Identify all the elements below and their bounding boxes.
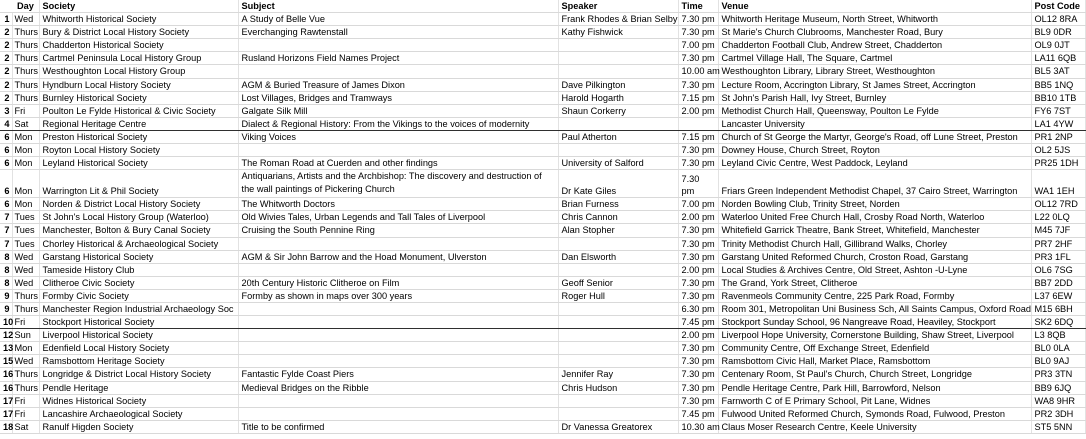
- time-cell[interactable]: 7.30 pm: [678, 289, 718, 302]
- time-cell[interactable]: 7.30 pm: [678, 276, 718, 289]
- venue-cell[interactable]: Waterloo United Free Church Hall, Crosby Road North, Waterloo: [718, 211, 1031, 224]
- postcode-cell[interactable]: BL0 9AJ: [1031, 355, 1085, 368]
- weekday-cell[interactable]: Wed: [12, 355, 39, 368]
- speaker-cell[interactable]: [558, 39, 678, 52]
- speaker-cell[interactable]: Brian Furness: [558, 198, 678, 211]
- header-time[interactable]: Time: [678, 0, 718, 13]
- weekday-cell[interactable]: Fri: [12, 407, 39, 420]
- venue-cell[interactable]: Ramsbottom Civic Hall, Market Place, Ramsbottom: [718, 355, 1031, 368]
- table-row: [0, 65, 1085, 78]
- speaker-cell[interactable]: [558, 263, 678, 276]
- subject-cell[interactable]: [238, 302, 558, 315]
- postcode-cell[interactable]: BL0 0LA: [1031, 342, 1085, 355]
- venue-cell[interactable]: Methodist Church Hall, Queensway, Poulton Le Fylde: [718, 104, 1031, 117]
- society-cell[interactable]: Cartmel Peninsula Local History Group: [39, 52, 238, 65]
- postcode-cell[interactable]: L22 0LQ: [1031, 211, 1085, 224]
- weekday-cell[interactable]: Fri: [12, 316, 39, 329]
- weekday-cell[interactable]: Thurs: [12, 39, 39, 52]
- speaker-cell[interactable]: Chris Cannon: [558, 211, 678, 224]
- weekday-cell[interactable]: Thurs: [12, 78, 39, 91]
- day-number-cell[interactable]: 2: [0, 26, 12, 39]
- venue-cell[interactable]: Centenary Room, St Paul's Church, Church Street, Longridge: [718, 368, 1031, 381]
- weekday-cell[interactable]: Mon: [12, 198, 39, 211]
- society-cell[interactable]: Liverpool Historical Society: [39, 329, 238, 342]
- subject-cell[interactable]: Rusland Horizons Field Names Project: [238, 52, 558, 65]
- day-number-cell[interactable]: 16: [0, 381, 12, 394]
- weekday-cell[interactable]: Tues: [12, 224, 39, 237]
- postcode-cell[interactable]: L3 8QB: [1031, 329, 1085, 342]
- time-cell[interactable]: 7.30 pm: [678, 13, 718, 26]
- postcode-cell[interactable]: BB9 6JQ: [1031, 381, 1085, 394]
- time-cell[interactable]: 7.00 pm: [678, 39, 718, 52]
- day-number-cell[interactable]: 17: [0, 394, 12, 407]
- speaker-cell[interactable]: Harold Hogarth: [558, 91, 678, 104]
- weekday-cell[interactable]: Mon: [12, 144, 39, 157]
- time-cell[interactable]: 7.45 pm: [678, 316, 718, 329]
- time-cell[interactable]: 7.30 pm: [678, 78, 718, 91]
- subject-cell[interactable]: A Study of Belle Vue: [238, 13, 558, 26]
- venue-cell[interactable]: Claus Moser Research Centre, Keele University: [718, 420, 1031, 433]
- venue-cell[interactable]: Whitefield Garrick Theatre, Bank Street, Whitefield, Manchester: [718, 224, 1031, 237]
- society-cell[interactable]: Preston Historical Society: [39, 130, 238, 143]
- subject-cell[interactable]: Fantastic Fylde Coast Piers: [238, 368, 558, 381]
- day-number-cell[interactable]: 6: [0, 157, 12, 170]
- day-number-cell[interactable]: 6: [0, 198, 12, 211]
- table-row: [0, 355, 1085, 368]
- weekday-cell[interactable]: Mon: [12, 170, 39, 198]
- speaker-cell[interactable]: [558, 394, 678, 407]
- day-number-cell[interactable]: 18: [0, 420, 12, 433]
- day-number-cell[interactable]: 2: [0, 65, 12, 78]
- postcode-cell[interactable]: PR2 3DH: [1031, 407, 1085, 420]
- weekday-cell[interactable]: Fri: [12, 394, 39, 407]
- header-subject[interactable]: Subject: [238, 0, 558, 13]
- venue-cell[interactable]: Trinity Methodist Church Hall, Gillibrand Walks, Chorley: [718, 237, 1031, 250]
- time-cell[interactable]: 2.00 pm: [678, 329, 718, 342]
- table-row: [0, 394, 1085, 407]
- weekday-cell[interactable]: Wed: [12, 276, 39, 289]
- venue-cell[interactable]: Friars Green Independent Methodist Chapel, 37 Cairo Street, Warrington: [718, 170, 1031, 198]
- table-row: [0, 263, 1085, 276]
- table-row: [0, 368, 1085, 381]
- day-number-cell[interactable]: 4: [0, 117, 12, 130]
- society-cell[interactable]: Formby Civic Society: [39, 289, 238, 302]
- venue-cell[interactable]: Cartmel Village Hall, The Square, Cartmel: [718, 52, 1031, 65]
- subject-cell[interactable]: Cruising the South Pennine Ring: [238, 224, 558, 237]
- society-cell[interactable]: Regional Heritage Centre: [39, 117, 238, 130]
- day-number-cell[interactable]: 7: [0, 224, 12, 237]
- time-cell[interactable]: 7.15 pm: [678, 130, 718, 143]
- subject-cell[interactable]: AGM & Sir John Barrow and the Hoad Monument, Ulverston: [238, 250, 558, 263]
- society-cell[interactable]: Chadderton Historical Society: [39, 39, 238, 52]
- venue-cell[interactable]: Stockport Sunday School, 96 Nangreave Road, Heaviley, Stockport: [718, 316, 1031, 329]
- time-cell[interactable]: 6.30 pm: [678, 302, 718, 315]
- society-cell[interactable]: Royton Local History Society: [39, 144, 238, 157]
- speaker-cell[interactable]: [558, 302, 678, 315]
- table-row: [0, 276, 1085, 289]
- table-row: [0, 13, 1085, 26]
- postcode-cell[interactable]: PR1 2NP: [1031, 130, 1085, 143]
- header-day[interactable]: Day: [0, 0, 39, 13]
- day-number-cell[interactable]: 7: [0, 211, 12, 224]
- table-row: [0, 342, 1085, 355]
- time-cell[interactable]: 7.30 pm: [678, 170, 718, 198]
- table-row: [0, 289, 1085, 302]
- table-row: [0, 130, 1085, 143]
- weekday-cell[interactable]: Thurs: [12, 65, 39, 78]
- postcode-cell[interactable]: OL6 7SG: [1031, 263, 1085, 276]
- society-cell[interactable]: Widnes Historical Society: [39, 394, 238, 407]
- postcode-cell[interactable]: PR3 3TN: [1031, 368, 1085, 381]
- speaker-cell[interactable]: [558, 65, 678, 78]
- subject-cell[interactable]: Dialect & Regional History: From the Vikings to the voices of modernity: [238, 117, 558, 130]
- society-cell[interactable]: Bury & District Local History Society: [39, 26, 238, 39]
- time-cell[interactable]: [678, 117, 718, 130]
- time-cell[interactable]: 2.00 pm: [678, 104, 718, 117]
- table-row: [0, 198, 1085, 211]
- postcode-cell[interactable]: LA1 4YW: [1031, 117, 1085, 130]
- subject-cell[interactable]: [238, 342, 558, 355]
- day-number-cell[interactable]: 6: [0, 130, 12, 143]
- table-row: [0, 381, 1085, 394]
- day-number-cell[interactable]: 10: [0, 316, 12, 329]
- postcode-cell[interactable]: OL2 5JS: [1031, 144, 1085, 157]
- day-number-cell[interactable]: 1: [0, 13, 12, 26]
- speaker-cell[interactable]: [558, 52, 678, 65]
- weekday-cell[interactable]: Thurs: [12, 381, 39, 394]
- postcode-cell[interactable]: SK2 6DQ: [1031, 316, 1085, 329]
- table-row: [0, 91, 1085, 104]
- speaker-cell[interactable]: Roger Hull: [558, 289, 678, 302]
- table-row: [0, 117, 1085, 130]
- venue-cell[interactable]: Ravenmeols Community Centre, 225 Park Road, Formby: [718, 289, 1031, 302]
- subject-cell[interactable]: [238, 329, 558, 342]
- postcode-cell[interactable]: L37 6EW: [1031, 289, 1085, 302]
- subject-cell[interactable]: Antiquarians, Artists and the Archbishop: The discovery and destruction of the wall paintings of Pickering Church: [238, 170, 558, 198]
- postcode-cell[interactable]: WA1 1EH: [1031, 170, 1085, 198]
- society-cell[interactable]: Longridge & District Local History Society: [39, 368, 238, 381]
- speaker-cell[interactable]: Dave Pilkington: [558, 78, 678, 91]
- postcode-cell[interactable]: BB5 1NQ: [1031, 78, 1085, 91]
- table-row: [0, 420, 1085, 433]
- venue-cell[interactable]: Norden Bowling Club, Trinity Street, Norden: [718, 198, 1031, 211]
- venue-cell[interactable]: Liverpool Hope University, Cornerstone Building, Shaw Street, Liverpool: [718, 329, 1031, 342]
- subject-cell[interactable]: [238, 394, 558, 407]
- weekday-cell[interactable]: Thurs: [12, 368, 39, 381]
- society-cell[interactable]: Manchester, Bolton & Bury Canal Society: [39, 224, 238, 237]
- table-row: [0, 224, 1085, 237]
- speaker-cell[interactable]: Shaun Corkerry: [558, 104, 678, 117]
- venue-cell[interactable]: Fulwood United Reformed Church, Symonds Road, Fulwood, Preston: [718, 407, 1031, 420]
- day-number-cell[interactable]: 12: [0, 329, 12, 342]
- speaker-cell[interactable]: Dr Vanessa Greatorex: [558, 420, 678, 433]
- time-cell[interactable]: 7.30 pm: [678, 144, 718, 157]
- speaker-cell[interactable]: Geoff Senior: [558, 276, 678, 289]
- speaker-cell[interactable]: [558, 237, 678, 250]
- speaker-cell[interactable]: Alan Stopher: [558, 224, 678, 237]
- subject-cell[interactable]: [238, 237, 558, 250]
- venue-cell[interactable]: Local Studies & Archives Centre, Old Street, Ashton -U-Lyne: [718, 263, 1031, 276]
- subject-cell[interactable]: AGM & Buried Treasure of James Dixon: [238, 78, 558, 91]
- table-row: [0, 237, 1085, 250]
- society-cell[interactable]: Warrington Lit & Phil Society: [39, 170, 238, 198]
- table-row: [0, 39, 1085, 52]
- society-cell[interactable]: Poulton Le Fylde Historical & Civic Society: [39, 104, 238, 117]
- society-cell[interactable]: Norden & District Local History Society: [39, 198, 238, 211]
- society-cell[interactable]: Tameside History Club: [39, 263, 238, 276]
- society-cell[interactable]: Chorley Historical & Archaeological Society: [39, 237, 238, 250]
- weekday-cell[interactable]: Wed: [12, 13, 39, 26]
- time-cell[interactable]: 10.00 am: [678, 65, 718, 78]
- weekday-cell[interactable]: Tues: [12, 211, 39, 224]
- society-cell[interactable]: Stockport Historical Society: [39, 316, 238, 329]
- subject-cell[interactable]: Lost Villages, Bridges and Tramways: [238, 91, 558, 104]
- society-cell[interactable]: Manchester Region Industrial Archaeology Soc: [39, 302, 238, 315]
- speaker-cell[interactable]: [558, 407, 678, 420]
- time-cell[interactable]: 7.30 pm: [678, 342, 718, 355]
- subject-cell[interactable]: [238, 407, 558, 420]
- weekday-cell[interactable]: Thurs: [12, 26, 39, 39]
- header-postcode[interactable]: Post Code: [1031, 0, 1085, 13]
- header-society[interactable]: Society: [39, 0, 238, 13]
- day-number-cell[interactable]: 9: [0, 289, 12, 302]
- table-row: [0, 250, 1085, 263]
- table-row: [0, 302, 1085, 315]
- speaker-cell[interactable]: Jennifer Ray: [558, 368, 678, 381]
- time-cell[interactable]: 7.30 pm: [678, 355, 718, 368]
- venue-cell[interactable]: Whitworth Heritage Museum, North Street, Whitworth: [718, 13, 1031, 26]
- speaker-cell[interactable]: [558, 316, 678, 329]
- day-number-cell[interactable]: 3: [0, 104, 12, 117]
- venue-cell[interactable]: Church of St George the Martyr, George's Road, off Lune Street, Preston: [718, 130, 1031, 143]
- day-number-cell[interactable]: 9: [0, 302, 12, 315]
- weekday-cell[interactable]: Wed: [12, 263, 39, 276]
- day-number-cell[interactable]: 6: [0, 170, 12, 198]
- speaker-cell[interactable]: [558, 342, 678, 355]
- time-cell[interactable]: 7.30 pm: [678, 52, 718, 65]
- subject-cell[interactable]: The Roman Road at Cuerden and other findings: [238, 157, 558, 170]
- weekday-cell[interactable]: Thurs: [12, 302, 39, 315]
- speaker-cell[interactable]: University of Salford: [558, 157, 678, 170]
- day-number-cell[interactable]: 17: [0, 407, 12, 420]
- day-number-cell[interactable]: 6: [0, 144, 12, 157]
- header-speaker[interactable]: Speaker: [558, 0, 678, 13]
- table-row: [0, 407, 1085, 420]
- venue-cell[interactable]: Downey House, Church Street, Royton: [718, 144, 1031, 157]
- day-number-cell[interactable]: 8: [0, 250, 12, 263]
- society-cell[interactable]: St John's Local History Group (Waterloo): [39, 211, 238, 224]
- time-cell[interactable]: 7.30 pm: [678, 224, 718, 237]
- time-cell[interactable]: 7.30 pm: [678, 368, 718, 381]
- weekday-cell[interactable]: Sat: [12, 420, 39, 433]
- weekday-cell[interactable]: Wed: [12, 250, 39, 263]
- day-number-cell[interactable]: 2: [0, 52, 12, 65]
- society-cell[interactable]: Whitworth Historical Society: [39, 13, 238, 26]
- table-row: [0, 329, 1085, 342]
- postcode-cell[interactable]: BB7 2DD: [1031, 276, 1085, 289]
- postcode-cell[interactable]: M15 6BH: [1031, 302, 1085, 315]
- subject-cell[interactable]: [238, 144, 558, 157]
- day-number-cell[interactable]: 7: [0, 237, 12, 250]
- society-cell[interactable]: Clitheroe Civic Society: [39, 276, 238, 289]
- time-cell[interactable]: 7.15 pm: [678, 91, 718, 104]
- day-number-cell[interactable]: 2: [0, 39, 12, 52]
- time-cell[interactable]: 7.00 pm: [678, 198, 718, 211]
- speaker-cell[interactable]: Kathy Fishwick: [558, 26, 678, 39]
- subject-cell[interactable]: Formby as shown in maps over 300 years: [238, 289, 558, 302]
- postcode-cell[interactable]: BL9 0DR: [1031, 26, 1085, 39]
- venue-cell[interactable]: Room 301, Metropolitan Uni Business Sch, All Saints Campus, Oxford Road: [718, 302, 1031, 315]
- subject-cell[interactable]: [238, 65, 558, 78]
- table-row: [0, 78, 1085, 91]
- time-cell[interactable]: 7.30 pm: [678, 250, 718, 263]
- weekday-cell[interactable]: Mon: [12, 130, 39, 143]
- postcode-cell[interactable]: PR3 1FL: [1031, 250, 1085, 263]
- venue-cell[interactable]: Garstang United Reformed Church, Croston Road, Garstang: [718, 250, 1031, 263]
- subject-cell[interactable]: [238, 263, 558, 276]
- time-cell[interactable]: 7.30 pm: [678, 394, 718, 407]
- time-cell[interactable]: 7.30 pm: [678, 26, 718, 39]
- venue-cell[interactable]: Lecture Room, Accrington Library, St James Street, Accrington: [718, 78, 1031, 91]
- weekday-cell[interactable]: Thurs: [12, 91, 39, 104]
- speaker-cell[interactable]: Dr Kate Giles: [558, 170, 678, 198]
- header-venue[interactable]: Venue: [718, 0, 1031, 13]
- subject-cell[interactable]: Old Wivies Tales, Urban Legends and Tall Tales of Liverpool: [238, 211, 558, 224]
- subject-cell[interactable]: Everchanging Rawtenstall: [238, 26, 558, 39]
- subject-cell[interactable]: Medieval Bridges on the Ribble: [238, 381, 558, 394]
- subject-cell[interactable]: [238, 316, 558, 329]
- table-row: [0, 170, 1085, 198]
- postcode-cell[interactable]: M45 7JF: [1031, 224, 1085, 237]
- weekday-cell[interactable]: Mon: [12, 157, 39, 170]
- weekday-cell[interactable]: Tues: [12, 237, 39, 250]
- subject-cell[interactable]: Viking Voices: [238, 130, 558, 143]
- weekday-cell[interactable]: Mon: [12, 342, 39, 355]
- society-cell[interactable]: Ranulf Higden Society: [39, 420, 238, 433]
- time-cell[interactable]: 2.00 pm: [678, 211, 718, 224]
- table-row: [0, 104, 1085, 117]
- postcode-cell[interactable]: PR25 1DH: [1031, 157, 1085, 170]
- time-cell[interactable]: 2.00 pm: [678, 263, 718, 276]
- table-row: [0, 26, 1085, 39]
- venue-cell[interactable]: Chadderton Football Club, Andrew Street, Chadderton: [718, 39, 1031, 52]
- society-cell[interactable]: Hyndburn Local History Society: [39, 78, 238, 91]
- society-cell[interactable]: Edenfield Local History Society: [39, 342, 238, 355]
- speaker-cell[interactable]: Dan Elsworth: [558, 250, 678, 263]
- society-cell[interactable]: Lancashire Archaeological Society: [39, 407, 238, 420]
- subject-cell[interactable]: Title to be confirmed: [238, 420, 558, 433]
- subject-cell[interactable]: [238, 355, 558, 368]
- table-row: [0, 157, 1085, 170]
- postcode-cell[interactable]: OL12 7RD: [1031, 198, 1085, 211]
- day-number-cell[interactable]: 16: [0, 368, 12, 381]
- weekday-cell[interactable]: Sat: [12, 117, 39, 130]
- speaker-cell[interactable]: Chris Hudson: [558, 381, 678, 394]
- subject-cell[interactable]: Galgate Silk Mill: [238, 104, 558, 117]
- speaker-cell[interactable]: [558, 144, 678, 157]
- time-cell[interactable]: 7.30 pm: [678, 237, 718, 250]
- header-row: [0, 0, 1085, 13]
- table-row: [0, 316, 1085, 329]
- day-number-cell[interactable]: 13: [0, 342, 12, 355]
- venue-cell[interactable]: Leyland Civic Centre, West Paddock, Leyland: [718, 157, 1031, 170]
- day-number-cell[interactable]: 8: [0, 263, 12, 276]
- postcode-cell[interactable]: WA8 9HR: [1031, 394, 1085, 407]
- speaker-cell[interactable]: [558, 117, 678, 130]
- table-row: [0, 211, 1085, 224]
- table-row: [0, 144, 1085, 157]
- day-number-cell[interactable]: 2: [0, 78, 12, 91]
- society-cell[interactable]: Pendle Heritage: [39, 381, 238, 394]
- subject-cell[interactable]: [238, 39, 558, 52]
- weekday-cell[interactable]: Fri: [12, 104, 39, 117]
- venue-cell[interactable]: Pendle Heritage Centre, Park Hill, Barrowford, Nelson: [718, 381, 1031, 394]
- society-cell[interactable]: Garstang Historical Society: [39, 250, 238, 263]
- postcode-cell[interactable]: LA11 6QB: [1031, 52, 1085, 65]
- subject-cell[interactable]: The Whitworth Doctors: [238, 198, 558, 211]
- weekday-cell[interactable]: Sun: [12, 329, 39, 342]
- day-number-cell[interactable]: 15: [0, 355, 12, 368]
- time-cell[interactable]: 10.30 am: [678, 420, 718, 433]
- speaker-cell[interactable]: Frank Rhodes & Brian Selby: [558, 13, 678, 26]
- day-number-cell[interactable]: 2: [0, 91, 12, 104]
- society-cell[interactable]: Leyland Historical Society: [39, 157, 238, 170]
- venue-cell[interactable]: Farnworth C of E Primary School, Pit Lane, Widnes: [718, 394, 1031, 407]
- postcode-cell[interactable]: OL12 8RA: [1031, 13, 1085, 26]
- venue-cell[interactable]: Westhoughton Library, Library Street, Westhoughton: [718, 65, 1031, 78]
- postcode-cell[interactable]: ST5 5NN: [1031, 420, 1085, 433]
- venue-cell[interactable]: Lancaster University: [718, 117, 1031, 130]
- day-number-cell[interactable]: 8: [0, 276, 12, 289]
- postcode-cell[interactable]: OL9 0JT: [1031, 39, 1085, 52]
- time-cell[interactable]: 7.45 pm: [678, 407, 718, 420]
- postcode-cell[interactable]: FY6 7ST: [1031, 104, 1085, 117]
- table-body: [0, 13, 1085, 434]
- time-cell[interactable]: 7.30 pm: [678, 381, 718, 394]
- subject-cell[interactable]: 20th Century Historic Clitheroe on Film: [238, 276, 558, 289]
- weekday-cell[interactable]: Thurs: [12, 289, 39, 302]
- speaker-cell[interactable]: Paul Atherton: [558, 130, 678, 143]
- speaker-cell[interactable]: [558, 355, 678, 368]
- venue-cell[interactable]: The Grand, York Street, Clitheroe: [718, 276, 1031, 289]
- venue-cell[interactable]: St John's Parish Hall, Ivy Street, Burnley: [718, 91, 1031, 104]
- venue-cell[interactable]: Community Centre, Off Exchange Street, Edenfield: [718, 342, 1031, 355]
- table-row: [0, 52, 1085, 65]
- society-cell[interactable]: Ramsbottom Heritage Society: [39, 355, 238, 368]
- postcode-cell[interactable]: PR7 2HF: [1031, 237, 1085, 250]
- society-cell[interactable]: Westhoughton Local History Group: [39, 65, 238, 78]
- postcode-cell[interactable]: BL5 3AT: [1031, 65, 1085, 78]
- time-cell[interactable]: 7.30 pm: [678, 157, 718, 170]
- venue-cell[interactable]: St Marie's Church Clubrooms, Manchester Road, Bury: [718, 26, 1031, 39]
- speaker-cell[interactable]: [558, 329, 678, 342]
- weekday-cell[interactable]: Thurs: [12, 52, 39, 65]
- postcode-cell[interactable]: BB10 1TB: [1031, 91, 1085, 104]
- society-cell[interactable]: Burnley Historical Society: [39, 91, 238, 104]
